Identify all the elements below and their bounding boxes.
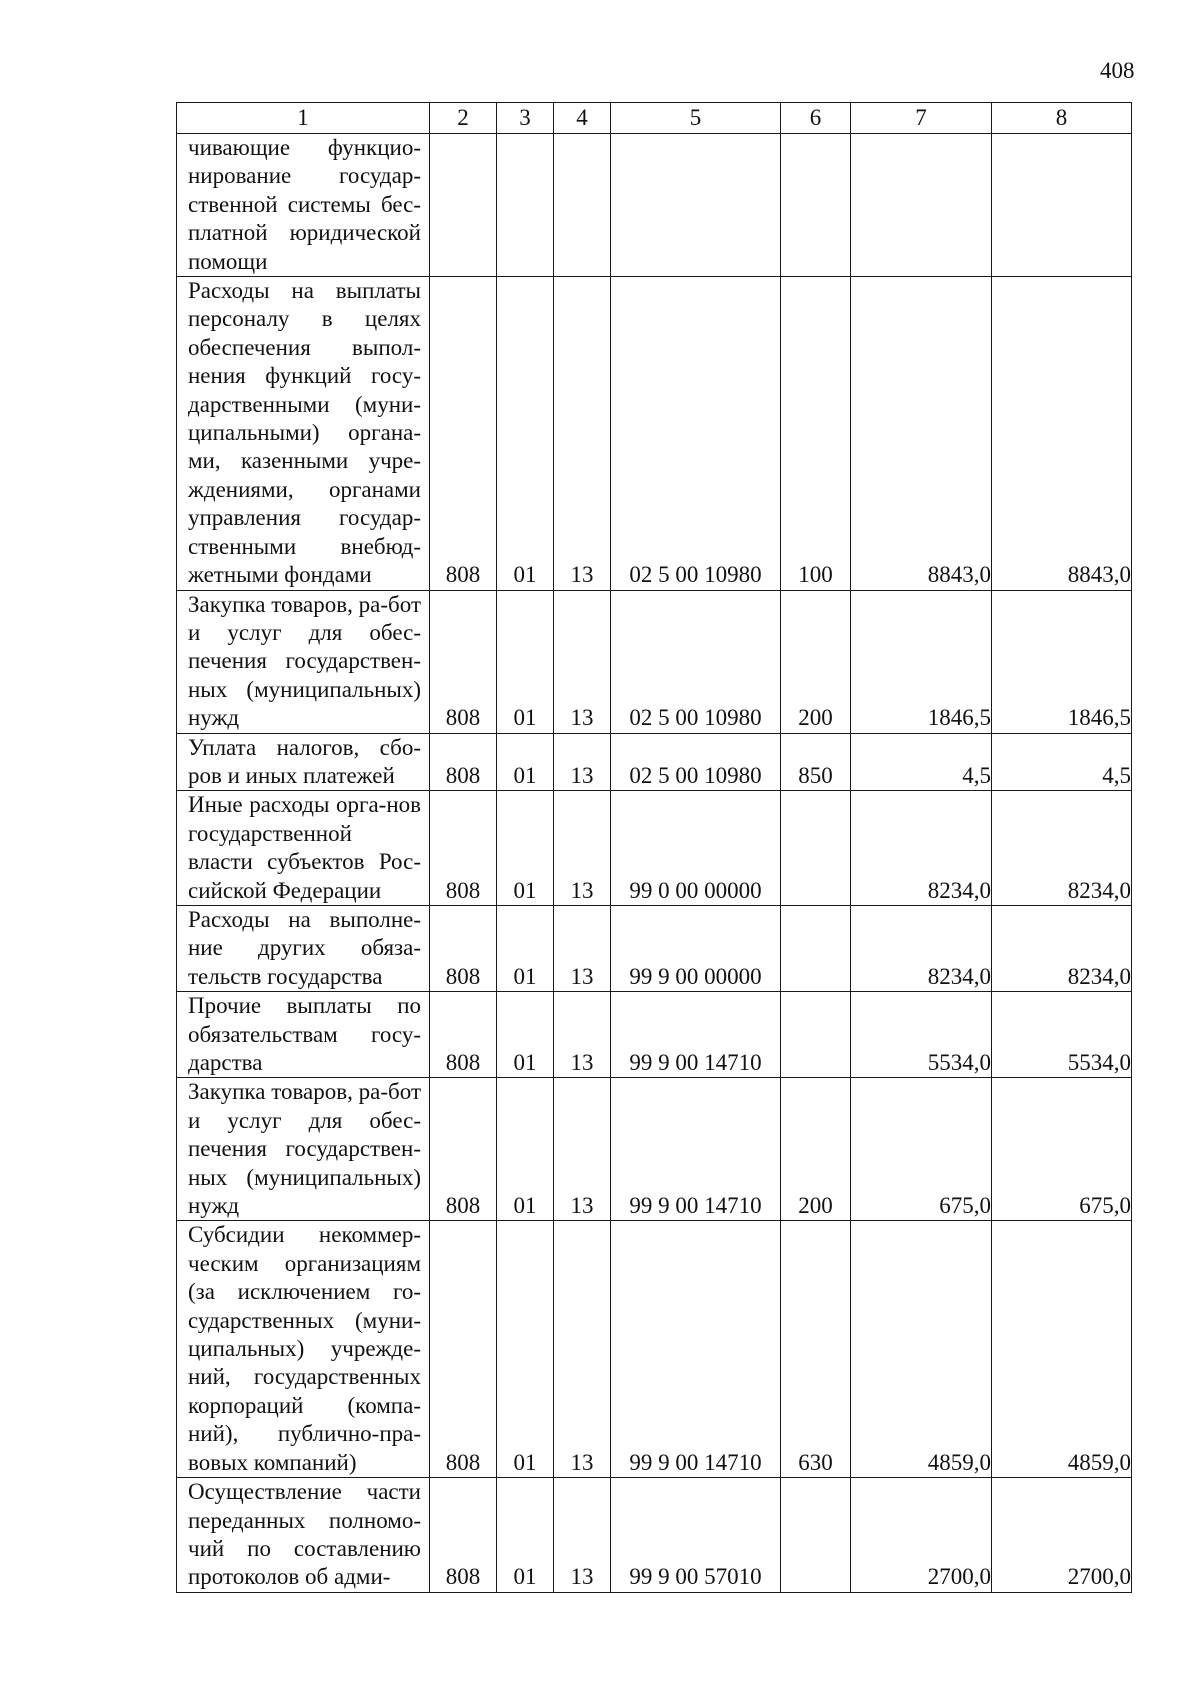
ministry-code-cell: 808 bbox=[430, 791, 497, 906]
subsection-cell: 13 bbox=[554, 791, 611, 906]
table-row bbox=[177, 590, 1132, 733]
target-article-cell: 99 9 00 57010 bbox=[611, 1478, 781, 1593]
amount-cell: 1846,5 bbox=[992, 590, 1132, 733]
target-article-cell: 99 0 00 00000 bbox=[611, 791, 781, 906]
table-row bbox=[177, 1078, 1132, 1221]
description-cell: Закупка товаров, ра-бот и услуг для обес-печения государствен-ных (муниципальных) нужд bbox=[177, 1078, 430, 1221]
amount-cell: 8234,0 bbox=[851, 791, 992, 906]
ministry-code-cell: 808 bbox=[430, 1221, 497, 1478]
ministry-code-cell: 808 bbox=[430, 590, 497, 733]
table-row bbox=[177, 992, 1132, 1078]
table-row bbox=[177, 1478, 1132, 1593]
subsection-cell: 13 bbox=[554, 1078, 611, 1221]
amount-cell: 8843,0 bbox=[851, 277, 992, 590]
section-cell: 01 bbox=[497, 791, 554, 906]
description-cell: чивающие функцио-нирование государ-ственной системы бес-платной юридической помощи bbox=[177, 134, 430, 277]
target-article-cell: 99 9 00 14710 bbox=[611, 1078, 781, 1221]
header-cell: 4 bbox=[554, 103, 611, 134]
section-cell: 01 bbox=[497, 277, 554, 590]
amount-cell: 675,0 bbox=[992, 1078, 1132, 1221]
amount-cell: 2700,0 bbox=[992, 1478, 1132, 1593]
table-header-row bbox=[177, 103, 1132, 134]
header-cell: 3 bbox=[497, 103, 554, 134]
ministry-code-cell: 808 bbox=[430, 1078, 497, 1221]
page-number: 408 bbox=[1100, 58, 1135, 83]
ministry-code-cell: 808 bbox=[430, 905, 497, 991]
expense-type-cell: 100 bbox=[781, 277, 851, 590]
amount-cell: 5534,0 bbox=[851, 992, 992, 1078]
section-cell: 01 bbox=[497, 733, 554, 791]
expense-type-cell: 200 bbox=[781, 590, 851, 733]
ministry-code-cell: 808 bbox=[430, 992, 497, 1078]
subsection-cell: 13 bbox=[554, 277, 611, 590]
amount-cell: 8234,0 bbox=[851, 905, 992, 991]
amount-cell: 8234,0 bbox=[992, 791, 1132, 906]
header-cell: 8 bbox=[992, 103, 1132, 134]
ministry-code-cell: 808 bbox=[430, 277, 497, 590]
expense-type-cell bbox=[781, 905, 851, 991]
target-article-cell: 99 9 00 14710 bbox=[611, 1221, 781, 1478]
section-cell: 01 bbox=[497, 992, 554, 1078]
target-article-cell: 02 5 00 10980 bbox=[611, 277, 781, 590]
amount-cell: 4,5 bbox=[992, 733, 1132, 791]
subsection-cell: 13 bbox=[554, 1221, 611, 1478]
target-article-cell: 02 5 00 10980 bbox=[611, 590, 781, 733]
subsection-cell: 13 bbox=[554, 733, 611, 791]
amount-cell: 5534,0 bbox=[992, 992, 1132, 1078]
amount-cell: 8234,0 bbox=[992, 905, 1132, 991]
section-cell: 01 bbox=[497, 1221, 554, 1478]
section-cell: 01 bbox=[497, 1478, 554, 1593]
target-article-cell: 99 9 00 14710 bbox=[611, 992, 781, 1078]
expense-type-cell bbox=[781, 1478, 851, 1593]
section-cell: 01 bbox=[497, 905, 554, 991]
description-cell: Расходы на выполне-ние других обяза-тельств государства bbox=[177, 905, 430, 991]
table-row bbox=[177, 277, 1132, 590]
amount-cell: 4859,0 bbox=[851, 1221, 992, 1478]
header-cell: 5 bbox=[611, 103, 781, 134]
description-cell: Закупка товаров, ра-бот и услуг для обес-печения государствен-ных (муниципальных) нужд bbox=[177, 590, 430, 733]
description-cell: Осуществление части переданных полномо-чий по составлению протоколов об адми- bbox=[177, 1478, 430, 1593]
amount-cell bbox=[851, 134, 992, 277]
amount-cell: 2700,0 bbox=[851, 1478, 992, 1593]
section-cell: 01 bbox=[497, 590, 554, 733]
budget-table bbox=[176, 102, 1132, 1593]
expense-type-cell bbox=[781, 791, 851, 906]
description-cell: Расходы на выплаты персоналу в целях обеспечения выпол-нения функций госу-дарственными (муни-ципальными) органа-ми, казенными учре-ждениями, органами управления государ-ственными внебюд-жетными фондами bbox=[177, 277, 430, 590]
expense-type-cell: 200 bbox=[781, 1078, 851, 1221]
amount-cell: 4859,0 bbox=[992, 1221, 1132, 1478]
subsection-cell: 13 bbox=[554, 590, 611, 733]
description-cell: Уплата налогов, сбо-ров и иных платежей bbox=[177, 733, 430, 791]
amount-cell: 4,5 bbox=[851, 733, 992, 791]
expense-type-cell: 630 bbox=[781, 1221, 851, 1478]
expense-type-cell bbox=[781, 134, 851, 277]
subsection-cell: 13 bbox=[554, 992, 611, 1078]
ministry-code-cell: 808 bbox=[430, 733, 497, 791]
header-cell: 1 bbox=[177, 103, 430, 134]
subsection-cell bbox=[554, 134, 611, 277]
header-cell: 6 bbox=[781, 103, 851, 134]
description-cell: Иные расходы орга-нов государственной власти субъектов Рос-сийской Федерации bbox=[177, 791, 430, 906]
amount-cell bbox=[992, 134, 1132, 277]
amount-cell: 1846,5 bbox=[851, 590, 992, 733]
amount-cell: 675,0 bbox=[851, 1078, 992, 1221]
header-cell: 7 bbox=[851, 103, 992, 134]
header-cell: 2 bbox=[430, 103, 497, 134]
section-cell bbox=[497, 134, 554, 277]
amount-cell: 8843,0 bbox=[992, 277, 1132, 590]
table-row bbox=[177, 134, 1132, 277]
description-cell: Субсидии некоммер-ческим организациям (за исключением го-сударственных (муни-ципальных) учрежде-ний, государственных корпораций (компа-ний), публично-пра-вовых компаний) bbox=[177, 1221, 430, 1478]
section-cell: 01 bbox=[497, 1078, 554, 1221]
table-body bbox=[177, 103, 1132, 1593]
expense-type-cell: 850 bbox=[781, 733, 851, 791]
description-cell: Прочие выплаты по обязательствам госу-дарства bbox=[177, 992, 430, 1078]
table-row bbox=[177, 1221, 1132, 1478]
expense-type-cell bbox=[781, 992, 851, 1078]
ministry-code-cell bbox=[430, 134, 497, 277]
ministry-code-cell: 808 bbox=[430, 1478, 497, 1593]
table-row bbox=[177, 905, 1132, 991]
table-row bbox=[177, 791, 1132, 906]
target-article-cell: 02 5 00 10980 bbox=[611, 733, 781, 791]
subsection-cell: 13 bbox=[554, 905, 611, 991]
target-article-cell: 99 9 00 00000 bbox=[611, 905, 781, 991]
subsection-cell: 13 bbox=[554, 1478, 611, 1593]
target-article-cell bbox=[611, 134, 781, 277]
table-row bbox=[177, 733, 1132, 791]
